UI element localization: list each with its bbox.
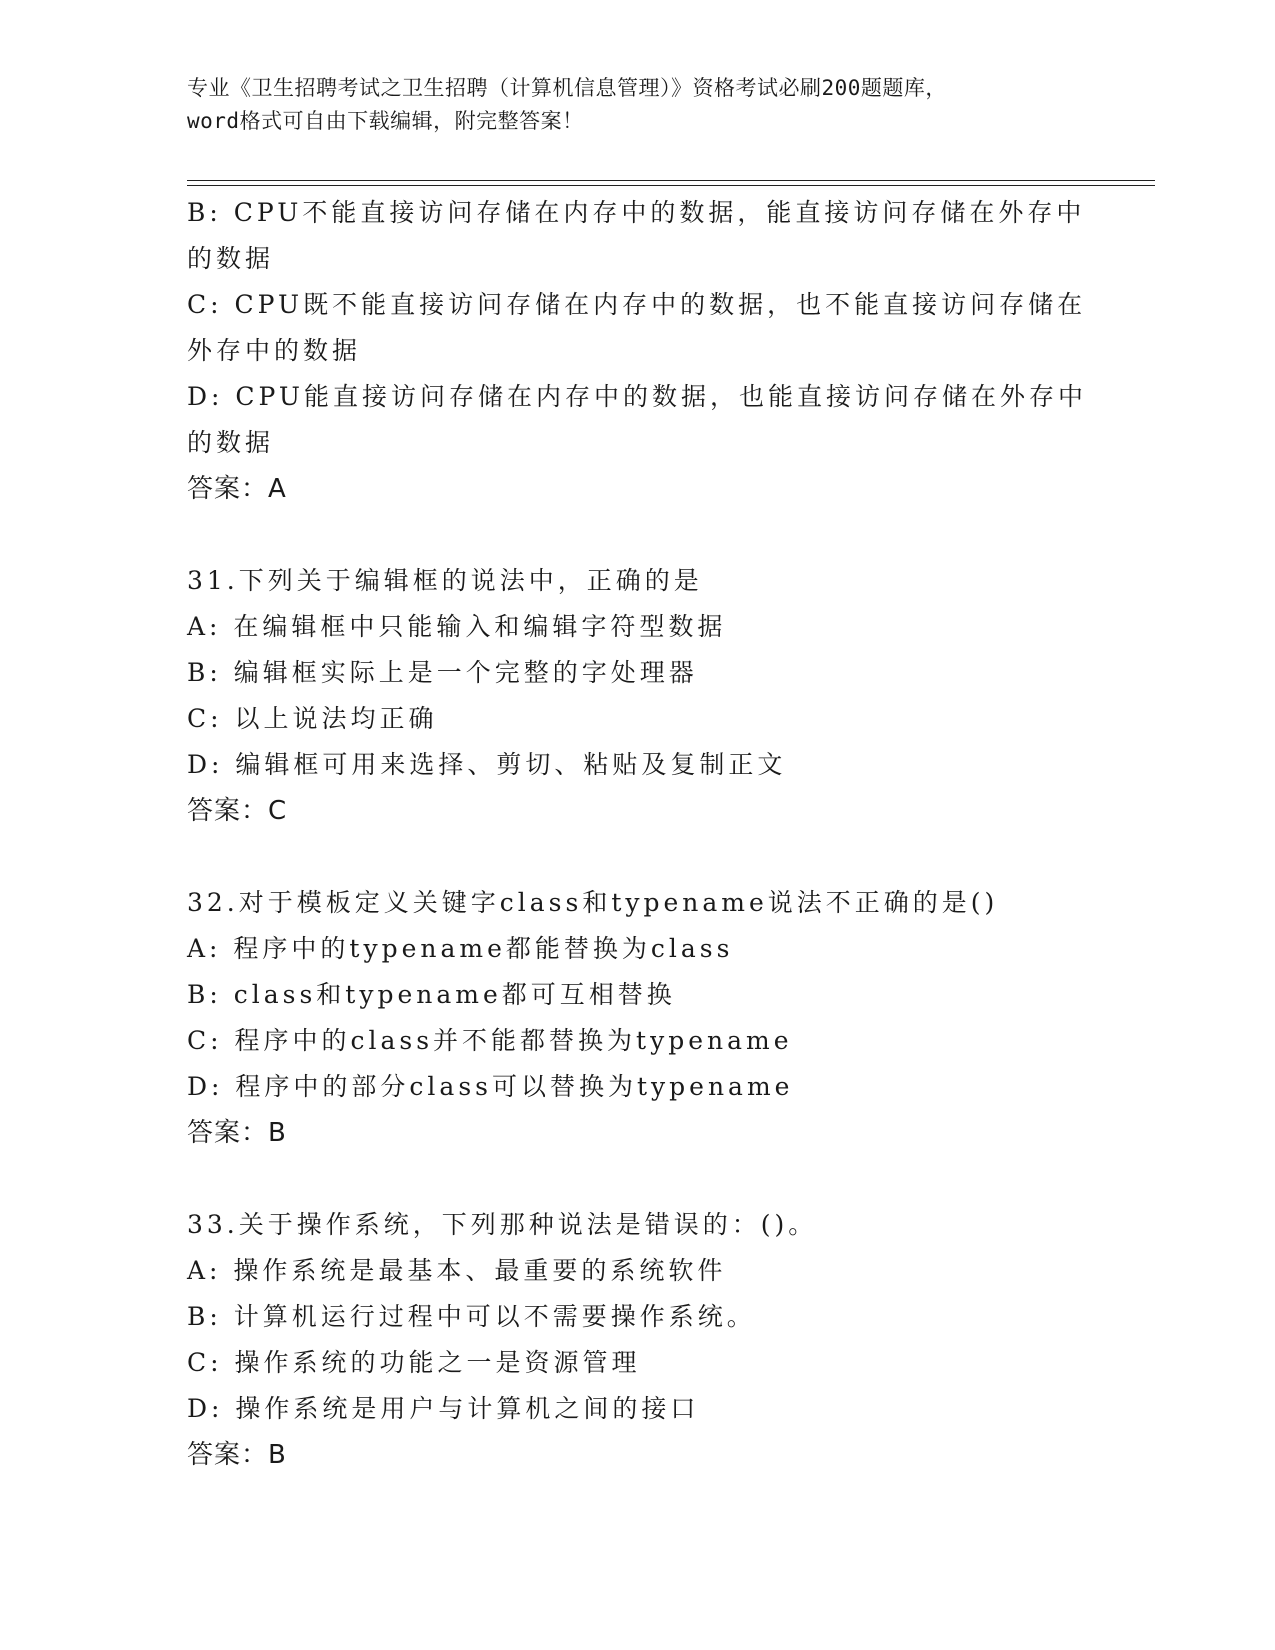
- option-d-line-2: 的数据: [187, 428, 275, 457]
- question-block-continued: [187, 190, 1087, 512]
- answer-label: 答案：A: [187, 474, 287, 504]
- header-divider-bottom: [187, 185, 1155, 186]
- option-d: D: 程序中的部分class可以替换为typename: [187, 1072, 794, 1101]
- option-d: D: 操作系统是用户与计算机之间的接口: [187, 1394, 700, 1423]
- document-header: [187, 72, 1087, 138]
- header-title-line-1: 专业《卫生招聘考试之卫生招聘（计算机信息管理）》资格考试必刷200题题库，: [187, 76, 947, 100]
- option-c-line-2: 外存中的数据: [187, 336, 362, 365]
- option-c: C: 操作系统的功能之一是资源管理: [187, 1348, 641, 1377]
- option-c: C: 程序中的class并不能都替换为typename: [187, 1026, 793, 1055]
- question-block-33: [187, 1202, 1087, 1478]
- spacer: [187, 1156, 1087, 1202]
- option-a: A: 在编辑框中只能输入和编辑字符型数据: [187, 612, 727, 641]
- option-b: B: 计算机运行过程中可以不需要操作系统。: [187, 1302, 756, 1331]
- option-b-line-1: B: CPU不能直接访问存储在内存中的数据，能直接访问存储在外存中: [187, 198, 1086, 227]
- question-list: [187, 190, 1087, 1478]
- question-stem: 32.对于模板定义关键字class和typename说法不正确的是(): [187, 888, 999, 917]
- header-divider-top: [187, 180, 1155, 181]
- option-c: C: 以上说法均正确: [187, 704, 438, 733]
- option-d-line-1: D: CPU能直接访问存储在内存中的数据，也能直接访问存储在外存中: [187, 382, 1087, 411]
- question-block-32: [187, 880, 1087, 1156]
- option-b-line-2: 的数据: [187, 244, 275, 273]
- option-a: A: 程序中的typename都能替换为class: [187, 934, 734, 963]
- option-a: A: 操作系统是最基本、最重要的系统软件: [187, 1256, 727, 1285]
- answer-label: 答案：B: [187, 1118, 287, 1148]
- spacer: [187, 512, 1087, 558]
- answer-label: 答案：B: [187, 1440, 287, 1470]
- option-b: B: class和typename都可互相替换: [187, 980, 676, 1009]
- option-c-line-1: C: CPU既不能直接访问存储在内存中的数据，也不能直接访问存储在: [187, 290, 1087, 319]
- header-title-line-2: word格式可自由下载编辑，附完整答案！: [187, 109, 584, 133]
- question-stem: 33.关于操作系统，下列那种说法是错误的：()。: [187, 1210, 818, 1239]
- question-stem: 31.下列关于编辑框的说法中，正确的是: [187, 566, 703, 595]
- spacer: [187, 834, 1087, 880]
- answer-label: 答案：C: [187, 796, 288, 826]
- option-d: D: 编辑框可用来选择、剪切、粘贴及复制正文: [187, 750, 787, 779]
- question-block-31: [187, 558, 1087, 834]
- option-b: B: 编辑框实际上是一个完整的字处理器: [187, 658, 698, 687]
